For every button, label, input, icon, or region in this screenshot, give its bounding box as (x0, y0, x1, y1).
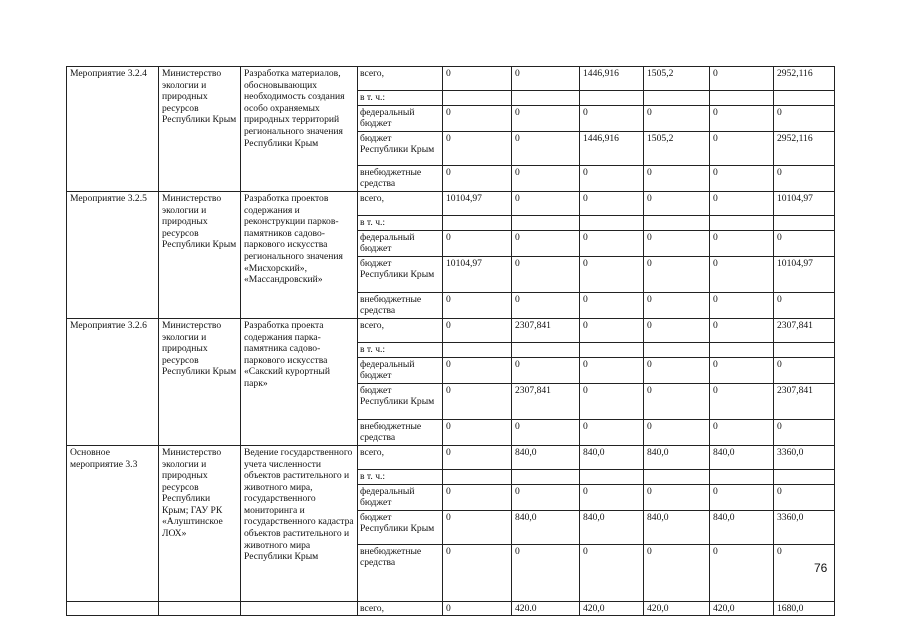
amount-cell: 0 (443, 601, 512, 616)
amount-cell: 0 (443, 419, 512, 445)
amount-cell: 0 (512, 357, 580, 383)
amount-cell: 0 (710, 544, 774, 601)
amount-cell: 0 (710, 105, 774, 131)
amount-cell: 0 (710, 230, 774, 256)
amount-cell: 0 (644, 256, 710, 292)
amount-cell: 0 (443, 292, 512, 318)
amount-cell: 0 (443, 67, 512, 91)
amount-cell: 10104,97 (774, 191, 835, 215)
funding-source-label: внебюджетные средства (358, 292, 443, 318)
row-event: Мероприятие 3.2.5 (67, 191, 159, 318)
amount-cell: 0 (580, 230, 644, 256)
amount-cell (580, 91, 644, 106)
amount-cell (443, 342, 512, 357)
amount-cell (710, 91, 774, 106)
amount-cell (710, 469, 774, 484)
amount-cell: 0 (512, 292, 580, 318)
amount-cell: 1446,916 (580, 131, 644, 165)
amount-cell: 1505,2 (644, 67, 710, 91)
amount-cell: 0 (644, 292, 710, 318)
amount-cell: 1680,0 (774, 601, 835, 616)
row-event: Основное мероприятие 3.3 (67, 445, 159, 601)
amount-cell: 840,0 (512, 445, 580, 469)
amount-cell: 0 (774, 165, 835, 191)
amount-cell: 0 (644, 165, 710, 191)
amount-cell: 2307,841 (512, 383, 580, 419)
amount-cell: 0 (443, 105, 512, 131)
amount-cell: 0 (580, 357, 644, 383)
empty-cell (241, 601, 358, 616)
amount-cell: 0 (774, 419, 835, 445)
amount-cell: 2952,116 (774, 67, 835, 91)
amount-cell: 0 (512, 165, 580, 191)
funding-source-label: бюджет Республики Крым (358, 510, 443, 544)
amount-cell: 0 (512, 484, 580, 510)
amount-cell: 0 (512, 544, 580, 601)
funding-source-label: всего, (358, 191, 443, 215)
amount-cell (512, 342, 580, 357)
funding-source-label: в т. ч.: (358, 91, 443, 106)
amount-cell: 0 (443, 165, 512, 191)
amount-cell: 2952,116 (774, 131, 835, 165)
row-description: Разработка материалов, обосновывающих необходимость создания особо охраняемых природных территорий регионального значения Республики Крым (241, 67, 358, 192)
amount-cell: 0 (580, 419, 644, 445)
amount-cell (774, 469, 835, 484)
amount-cell: 0 (512, 256, 580, 292)
amount-cell: 0 (580, 292, 644, 318)
amount-cell: 0 (644, 105, 710, 131)
row-executor: Министерство экологии и природных ресурсов Республики Крым (159, 318, 241, 445)
amount-cell: 0 (443, 544, 512, 601)
amount-cell: 0 (443, 510, 512, 544)
amount-cell: 2307,841 (774, 318, 835, 342)
amount-cell: 420,0 (710, 601, 774, 616)
funding-source-label: в т. ч.: (358, 215, 443, 230)
amount-cell: 0 (710, 256, 774, 292)
amount-cell (644, 215, 710, 230)
funding-source-label: бюджет Республики Крым (358, 256, 443, 292)
amount-cell (580, 215, 644, 230)
amount-cell: 0 (512, 191, 580, 215)
amount-cell (512, 469, 580, 484)
amount-cell: 840,0 (644, 510, 710, 544)
amount-cell: 0 (580, 256, 644, 292)
amount-cell: 0 (443, 131, 512, 165)
amount-cell: 0 (644, 230, 710, 256)
amount-cell: 420,0 (644, 601, 710, 616)
amount-cell: 840,0 (580, 510, 644, 544)
amount-cell: 0 (774, 292, 835, 318)
amount-cell (710, 342, 774, 357)
page-number: 76 (814, 561, 828, 575)
row-description: Разработка проектов содержания и реконструкции парков-памятников садово-паркового искусства регионального значения «Мисхорский», «Массандровский» (241, 191, 358, 318)
funding-source-label: федеральный бюджет (358, 484, 443, 510)
amount-cell: 0 (644, 357, 710, 383)
amount-cell: 0 (710, 165, 774, 191)
amount-cell: 0 (443, 357, 512, 383)
amount-cell: 0 (580, 484, 644, 510)
table-row (67, 318, 835, 342)
funding-source-label: федеральный бюджет (358, 105, 443, 131)
funding-source-label: в т. ч.: (358, 469, 443, 484)
funding-source-label: федеральный бюджет (358, 230, 443, 256)
amount-cell: 0 (644, 318, 710, 342)
amount-cell: 0 (443, 383, 512, 419)
amount-cell: 3360,0 (774, 445, 835, 469)
amount-cell: 0 (710, 191, 774, 215)
row-description: Разработка проекта содержания парка-памятника садово-паркового искусства «Сакский курортный парк» (241, 318, 358, 445)
funding-source-label: внебюджетные средства (358, 165, 443, 191)
table-row (67, 67, 835, 91)
amount-cell (512, 215, 580, 230)
empty-cell (67, 601, 159, 616)
amount-cell (774, 342, 835, 357)
amount-cell: 0 (710, 419, 774, 445)
amount-cell: 1505,2 (644, 131, 710, 165)
amount-cell: 840,0 (512, 510, 580, 544)
funding-source-label: бюджет Республики Крым (358, 131, 443, 165)
amount-cell: 0 (512, 105, 580, 131)
amount-cell: 0 (512, 67, 580, 91)
amount-cell: 0 (644, 383, 710, 419)
amount-cell: 0 (443, 445, 512, 469)
amount-cell: 0 (580, 318, 644, 342)
amount-cell: 0 (710, 131, 774, 165)
row-executor: Министерство экологии и природных ресурсов Республики Крым (159, 191, 241, 318)
row-executor: Министерство экологии и природных ресурсов Республики Крым; ГАУ РК «Алуштинское ЛОХ» (159, 445, 241, 601)
row-description: Ведение государственного учета численности объектов растительного и животного мира, государственного мониторинга и государственного кадастра объектов растительного и животного мира Республики Крым (241, 445, 358, 601)
amount-cell: 0 (710, 67, 774, 91)
amount-cell: 0 (443, 318, 512, 342)
amount-cell (644, 91, 710, 106)
amount-cell: 10104,97 (774, 256, 835, 292)
amount-cell: 0 (774, 484, 835, 510)
funding-source-label: федеральный бюджет (358, 357, 443, 383)
amount-cell: 0 (710, 357, 774, 383)
amount-cell: 0 (580, 191, 644, 215)
row-event: Мероприятие 3.2.6 (67, 318, 159, 445)
budget-table (66, 66, 835, 616)
amount-cell: 0 (710, 318, 774, 342)
amount-cell: 840,0 (710, 510, 774, 544)
amount-cell (774, 215, 835, 230)
amount-cell: 840,0 (644, 445, 710, 469)
amount-cell (580, 469, 644, 484)
amount-cell: 0 (512, 131, 580, 165)
funding-source-label: бюджет Республики Крым (358, 383, 443, 419)
amount-cell: 0 (644, 484, 710, 510)
funding-source-label: всего, (358, 67, 443, 91)
amount-cell: 0 (710, 292, 774, 318)
amount-cell: 0 (644, 544, 710, 601)
table-row (67, 601, 835, 616)
amount-cell (443, 215, 512, 230)
amount-cell: 0 (580, 544, 644, 601)
amount-cell: 2307,841 (512, 318, 580, 342)
amount-cell: 10104,97 (443, 191, 512, 215)
amount-cell: 2307,841 (774, 383, 835, 419)
funding-source-label: всего, (358, 601, 443, 616)
amount-cell (443, 469, 512, 484)
amount-cell: 0 (644, 191, 710, 215)
amount-cell: 0 (710, 484, 774, 510)
amount-cell: 3360,0 (774, 510, 835, 544)
amount-cell: 0 (774, 105, 835, 131)
amount-cell (644, 469, 710, 484)
amount-cell: 10104,97 (443, 256, 512, 292)
empty-cell (159, 601, 241, 616)
amount-cell: 840,0 (580, 445, 644, 469)
amount-cell (774, 91, 835, 106)
amount-cell: 0 (443, 230, 512, 256)
table-row (67, 445, 835, 469)
amount-cell: 0 (644, 419, 710, 445)
funding-source-label: всего, (358, 445, 443, 469)
amount-cell (710, 215, 774, 230)
row-executor: Министерство экологии и природных ресурсов Республики Крым (159, 67, 241, 192)
row-event: Мероприятие 3.2.4 (67, 67, 159, 192)
amount-cell: 0 (580, 165, 644, 191)
amount-cell (512, 91, 580, 106)
amount-cell: 0 (443, 484, 512, 510)
table-body (67, 67, 835, 616)
funding-source-label: внебюджетные средства (358, 419, 443, 445)
amount-cell: 1446,916 (580, 67, 644, 91)
funding-source-label: внебюджетные средства (358, 544, 443, 601)
amount-cell (644, 342, 710, 357)
amount-cell: 0 (512, 230, 580, 256)
amount-cell: 420.0 (512, 601, 580, 616)
funding-source-label: в т. ч.: (358, 342, 443, 357)
amount-cell: 420,0 (580, 601, 644, 616)
amount-cell: 0 (710, 383, 774, 419)
amount-cell: 0 (580, 383, 644, 419)
funding-source-label: всего, (358, 318, 443, 342)
amount-cell (443, 91, 512, 106)
amount-cell: 840,0 (710, 445, 774, 469)
amount-cell: 0 (512, 419, 580, 445)
amount-cell: 0 (774, 357, 835, 383)
amount-cell: 0 (580, 105, 644, 131)
amount-cell: 0 (774, 544, 835, 601)
table-row (67, 191, 835, 215)
amount-cell (580, 342, 644, 357)
amount-cell: 0 (774, 230, 835, 256)
